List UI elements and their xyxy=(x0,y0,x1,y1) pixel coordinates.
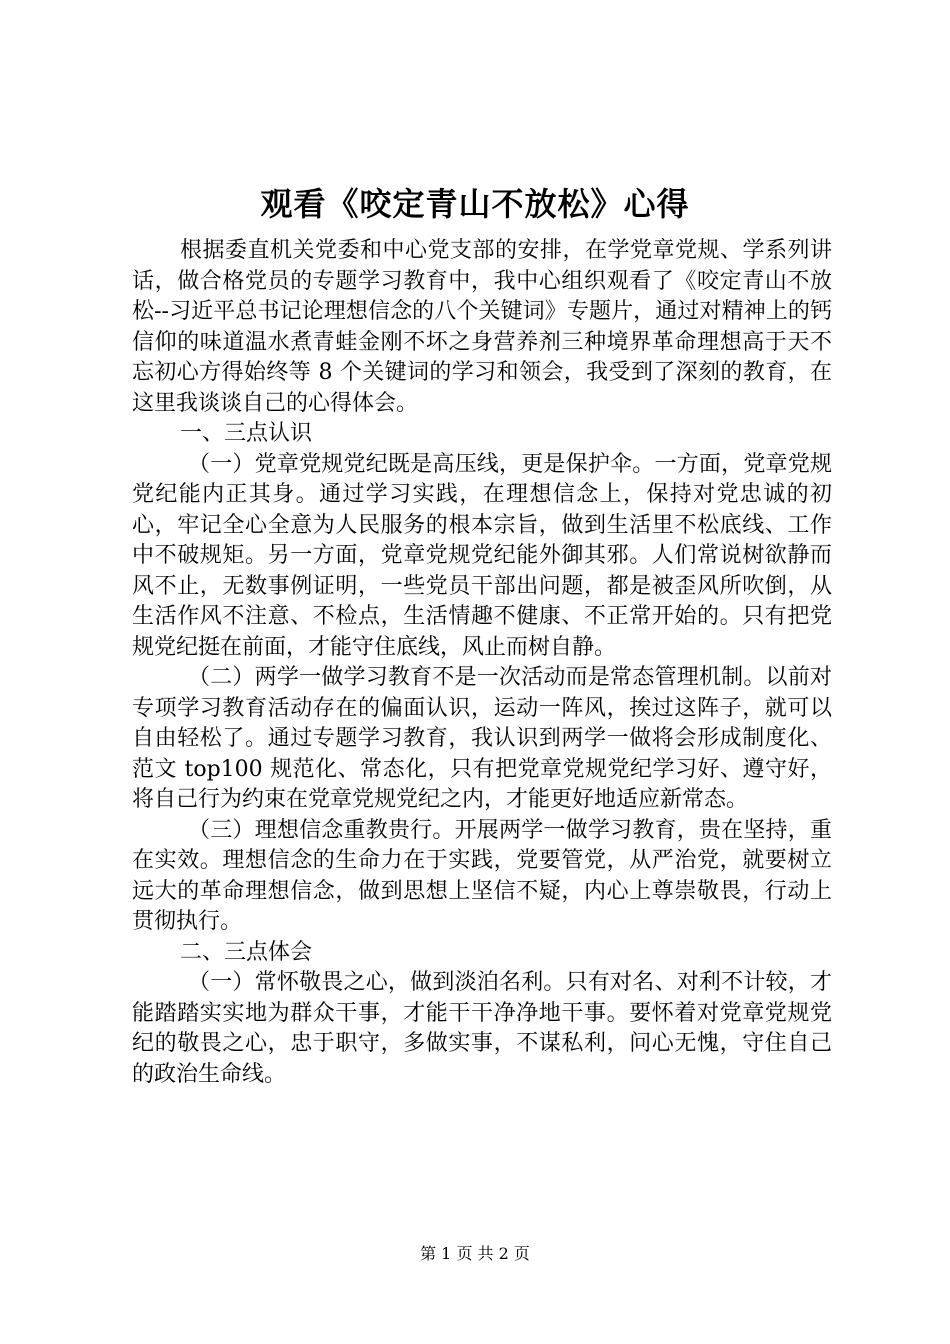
paragraph-1-2: （二）两学一做学习教育不是一次活动而是常态管理机制。以前对专项学习教育活动存在的偏面认识，运动一阵风，挨过这阵子，就可以自由轻松了。通过专题学习教育，我认识到两学一做将会形成制度化、范文 top100 规范化、常态化，只有把党章党规党纪学习好、遵守好，将自己行为约束在党章党规党纪之内，才能更好地适应新常态。 xyxy=(132,665,832,812)
intro-paragraph: 根据委直机关党委和中心党支部的安排，在学党章党规、学系列讲话，做合格党员的专题学习教育中，我中心组织观看了《咬定青山不放松--习近平总书记论理想信念的八个关键词》专题片，通过对精神上的钙信仰的味道温水煮青蛙金刚不坏之身营养剂三种境界革命理想高于天不忘初心方得始终等 8 个关键词的学习和领会，我受到了深刻的教育，在这里我谈谈自己的心得体会。 xyxy=(132,238,832,416)
paragraph-1-1: （一）党章党规党纪既是高压线，更是保护伞。一方面，党章党规党纪能内正其身。通过学习实践，在理想信念上，保持对党忠诚的初心，牢记全心全意为人民服务的根本宗旨，做到生活里不松底线、工作中不破规矩。另一方面，党章党规党纪能外御其邪。人们常说树欲静而风不止，无数事例证明，一些党员干部出问题，都是被歪风所吹倒，从生活作风不注意、不检点，生活情趣不健康、不正常开始的。只有把党规党纪挺在前面，才能守住底线，风止而树自静。 xyxy=(132,451,832,660)
page-number-footer: 第 1 页 共 2 页 xyxy=(420,1244,530,1263)
section-heading-1: 一、三点认识 xyxy=(180,421,313,446)
document-body xyxy=(132,236,832,1090)
paragraph-1-3: （三）理想信念重教贵行。开展两学一做学习教育，贵在坚持，重在实效。理想信念的生命力在于实践，党要管党，从严治党，就要树立远大的革命理想信念，做到思想上坚信不疑，内心上尊崇敬畏，行动上贯彻执行。 xyxy=(132,817,832,934)
paragraph-2-1: （一）常怀敬畏之心，做到淡泊名利。只有对名、对利不计较，才能踏踏实实地为群众干事，才能干干净净地干事。要怀着对党章党规党纪的敬畏之心，忠于职守，多做实事，不谋私利，问心无愧，守住自己的政治生命线。 xyxy=(132,970,832,1087)
section-heading-2: 二、三点体会 xyxy=(180,939,313,965)
document-title: 观看《咬定青山不放松》心得 xyxy=(260,185,690,223)
